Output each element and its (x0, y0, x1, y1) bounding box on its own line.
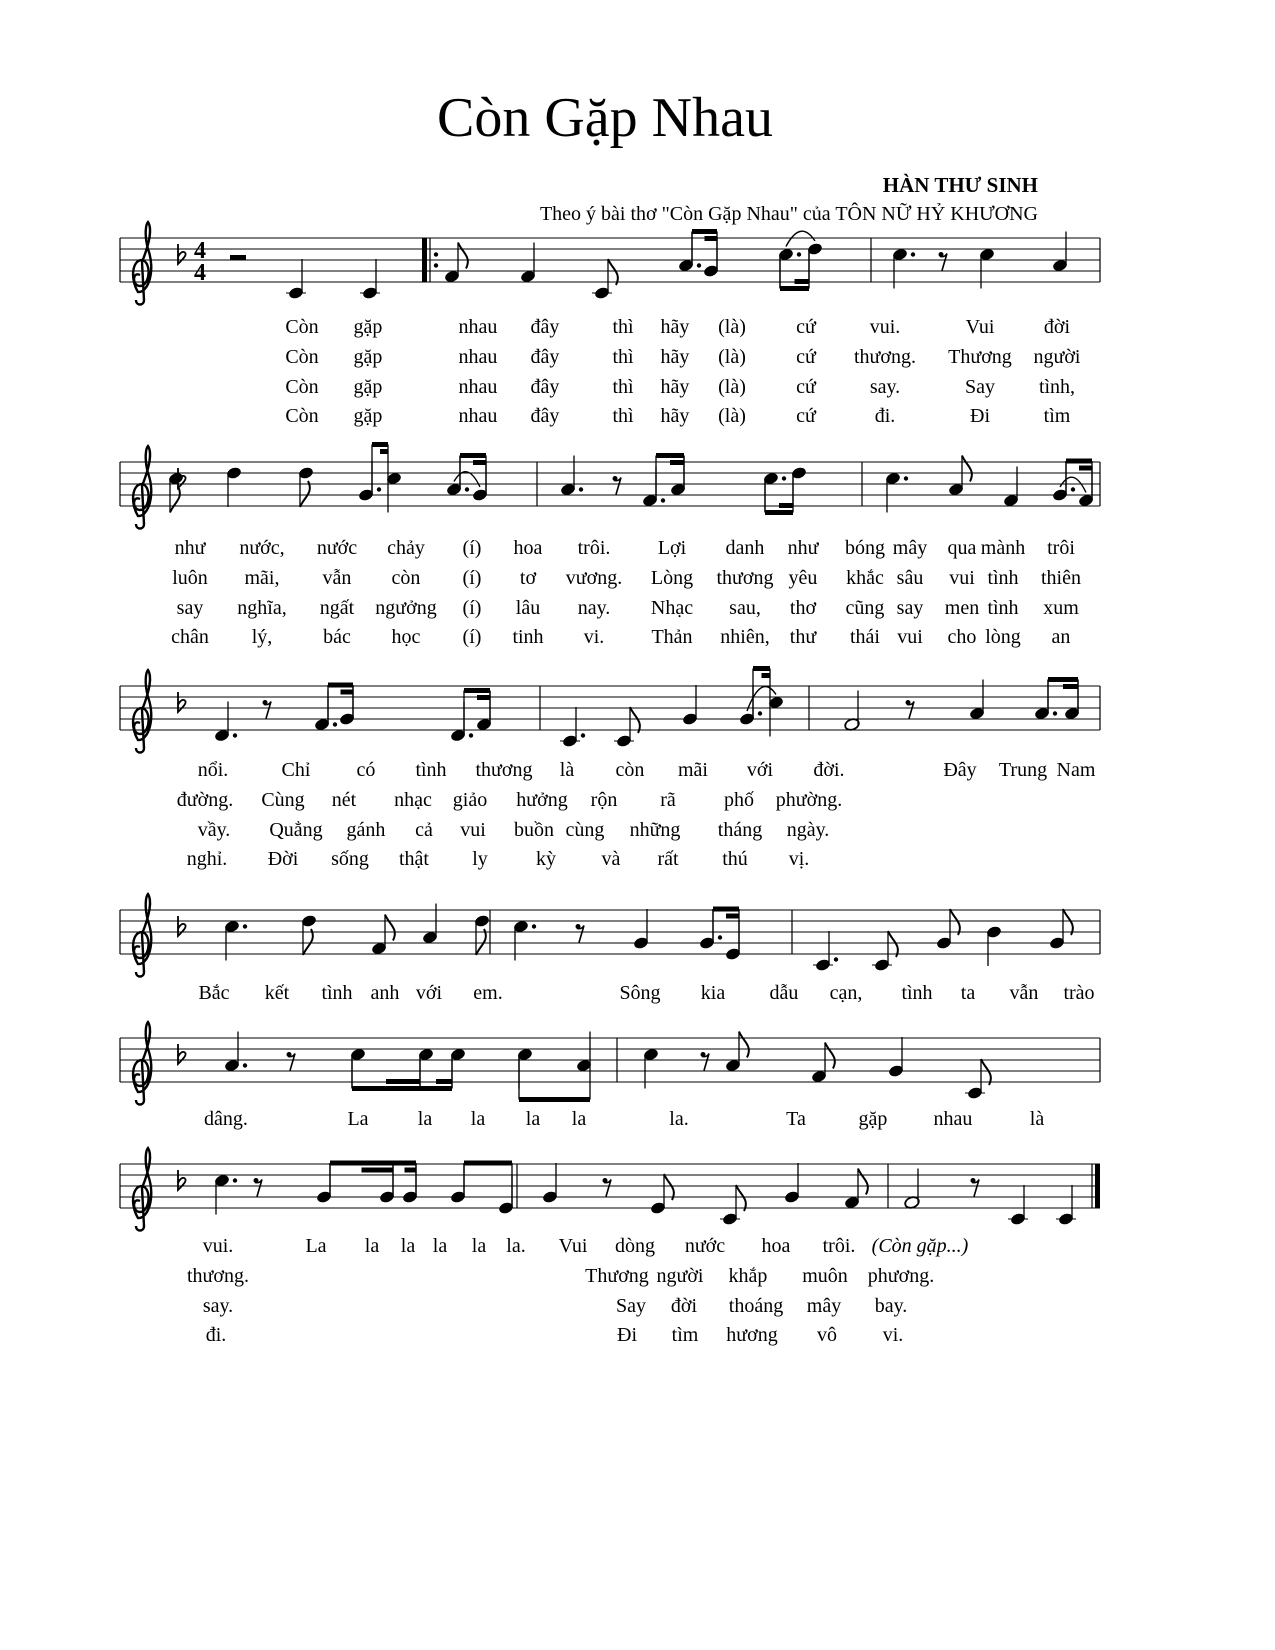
staff-system-1 (120, 222, 1100, 427)
lyric-syllable: Vui (558, 1235, 588, 1257)
lyric-syllable: vương. (565, 567, 623, 589)
flat-icon (178, 1170, 186, 1190)
lyric-syllable: đây (530, 376, 560, 398)
lyric-syllable: la. (669, 1108, 689, 1130)
lyric-syllable: say (896, 597, 924, 619)
lyric-syllable: sâu (896, 567, 924, 589)
lyric-syllable: học (391, 626, 421, 648)
eighth-rest (702, 1054, 709, 1071)
augmentation-dot (911, 252, 915, 256)
lyric-syllable: thương. (854, 346, 916, 368)
lyric-syllable: Ta (786, 1108, 806, 1130)
augmentation-dot (661, 498, 665, 502)
song-title: Còn Gặp Nhau (437, 87, 773, 149)
lyric-syllable: (là) (718, 316, 746, 338)
lyric-syllable: vô (817, 1324, 837, 1346)
lyric-syllable: nước, (239, 537, 285, 559)
lyric-syllable: vi. (583, 626, 605, 648)
treble-clef-icon (133, 670, 151, 753)
lyric-syllable: ngày. (786, 819, 830, 841)
lyric-syllable: Lợi (657, 537, 687, 559)
lyric-syllable: la (364, 1235, 380, 1257)
lyric-syllable: đi. (874, 405, 896, 427)
lyric-syllable: rất (657, 848, 679, 870)
lyric-syllable: và (601, 848, 621, 870)
repeat-dot (434, 252, 438, 256)
lyric-syllable: đời. (813, 759, 845, 781)
eighth-rest (972, 1180, 979, 1197)
note-flag (888, 931, 898, 957)
lyric-syllable: dòng (615, 1235, 655, 1257)
lyric-syllable: thoáng (728, 1295, 784, 1317)
lyric-syllable: Đi (617, 1324, 637, 1346)
augmentation-dot (469, 733, 473, 737)
lyric-syllable: muôn (802, 1265, 848, 1287)
lyric-syllable: lòng (985, 626, 1021, 648)
lyric-syllable: anh (370, 982, 400, 1004)
staff-system-4 (120, 894, 1100, 1004)
lyric-syllable: (là) (718, 405, 746, 427)
lyric-syllable: nghĩa, (237, 597, 287, 619)
lyric-syllable: la (571, 1108, 587, 1130)
lyric-syllable: khắc (846, 567, 884, 589)
lyric-syllable: ngất (319, 597, 355, 619)
lyric-syllable: Đời (267, 848, 299, 870)
time-signature-bottom: 4 (194, 260, 206, 286)
lyric-syllable: như (174, 537, 206, 559)
lyric-syllable: say. (202, 1295, 234, 1317)
lyric-syllable: cùng (565, 819, 605, 841)
lyric-syllable: Còn (285, 405, 319, 427)
lyric-syllable: mây (892, 537, 928, 559)
lyric-syllable: chảy (387, 537, 425, 559)
augmentation-dot (1071, 487, 1075, 491)
lyric-syllable: thật (399, 848, 429, 870)
lyric-syllable: thương. (187, 1265, 249, 1287)
lyric-syllable: (í) (462, 537, 482, 559)
lyric-syllable: cho (947, 626, 977, 648)
lyric-syllable: Vui (965, 316, 995, 338)
half-rest (230, 255, 246, 260)
lyric-syllable: tình (987, 597, 1019, 619)
lyric-syllable: mành (980, 537, 1026, 559)
lyric-syllable: còn (391, 567, 421, 589)
lyric-syllable: Còn (285, 346, 319, 368)
lyric-syllable: phương. (867, 1265, 935, 1287)
slur (786, 231, 815, 246)
lyric-syllable: là (1029, 1108, 1045, 1130)
lyric-syllable: bóng (845, 537, 885, 559)
lyric-syllable: vẫn (322, 567, 352, 589)
augmentation-dot (1053, 711, 1057, 715)
lyric-syllable: chân (171, 626, 209, 648)
lyric-syllable: la (432, 1235, 448, 1257)
lyric-syllable: hoa (761, 1235, 791, 1257)
lyric-syllable: (í) (462, 626, 482, 648)
lyric-syllable: nghỉ. (186, 848, 228, 870)
lyric-syllable: Quẳng (269, 819, 323, 841)
lyric-syllable: vui (897, 626, 923, 648)
lyric-syllable: hưởng (516, 789, 568, 811)
lyric-syllable: hãy (660, 376, 690, 398)
augmentation-dot (377, 487, 381, 491)
augmentation-dot (532, 924, 536, 928)
lyric-syllable: vi. (882, 1324, 904, 1346)
note-flag (825, 1043, 835, 1069)
note-flag (303, 929, 313, 955)
lyric-syllable: bác (323, 626, 351, 648)
lyric-syllable: trào (1063, 982, 1095, 1004)
lyric-syllable: vui. (869, 316, 901, 338)
augmentation-dot (697, 263, 701, 267)
lyric-syllable: cạn, (829, 982, 863, 1004)
lyric-syllable: gặp (353, 346, 383, 368)
lyric-syllable: Thương (948, 346, 1012, 368)
lyric-syllable: Thản (651, 626, 693, 648)
lyric-syllable: thì (612, 346, 634, 368)
eighth-rest (288, 1054, 295, 1071)
lyric-syllable: tơ (519, 567, 537, 589)
eighth-rest (907, 702, 914, 719)
lyric-syllable: đi. (205, 1324, 227, 1346)
eighth-rest (614, 478, 621, 495)
lyric-syllable: thái (850, 626, 880, 648)
lyric-syllable: Nam (1056, 759, 1096, 781)
augmentation-dot (904, 476, 908, 480)
augmentation-dot (718, 935, 722, 939)
lyric-syllable: ta (960, 982, 976, 1004)
lyric-syllable: gặp (858, 1108, 888, 1130)
lyric-syllable: vui (460, 819, 486, 841)
lyric-syllable: nhạc (394, 789, 432, 811)
lyric-syllable: cả (415, 819, 433, 841)
lyric-syllable: thư (789, 626, 817, 648)
lyric-syllable: vẫn (1009, 982, 1039, 1004)
note-flag (630, 707, 640, 733)
eighth-rest (264, 702, 271, 719)
flat-icon (178, 692, 186, 712)
lyric-syllable: trôi. (822, 1235, 856, 1257)
lyric-syllable: Nhạc (650, 597, 694, 619)
lyric-syllable: la (471, 1235, 487, 1257)
lyric-syllable: (là) (718, 376, 746, 398)
lyric-syllable: nhau (458, 405, 498, 427)
lyric-syllable: vị. (788, 848, 810, 870)
lyric-syllable: hãy (660, 405, 690, 427)
lyric-syllable: cũng (845, 597, 885, 619)
eighth-rest (255, 1180, 262, 1197)
lyric-syllable: đời (1043, 316, 1071, 338)
lyric-syllable: Trung (998, 759, 1048, 781)
note-flag (950, 909, 960, 935)
augmentation-dot (834, 957, 838, 961)
note-flag (981, 1059, 991, 1085)
lyric-syllable: kết (264, 982, 290, 1004)
lyric-syllable: gánh (346, 819, 386, 841)
slur (747, 687, 776, 712)
lyric-syllable: vui (949, 567, 975, 589)
lyric-syllable: Còn (285, 376, 319, 398)
poem-credit: Theo ý bài thơ "Còn Gặp Nhau" của TÔN NỮ HỶ KHƯƠNG (539, 203, 1038, 225)
lyric-syllable: nét (331, 789, 357, 811)
lyric-syllable: dẫu (769, 982, 799, 1004)
lyric-syllable: qua (947, 537, 977, 559)
lyric-syllable: bay. (874, 1295, 908, 1317)
composer-name: HÀN THƯ SINH (882, 173, 1038, 197)
lyric-syllable: với (415, 982, 443, 1004)
lyric-syllable: mãi, (244, 567, 280, 589)
augmentation-dot (233, 1178, 237, 1182)
lyric-syllable: tình (901, 982, 933, 1004)
lyric-syllable: tình (415, 759, 447, 781)
lyric-syllable: những (629, 819, 681, 841)
lyric-syllable: rộn (590, 789, 618, 811)
lyric-syllable: mãi (678, 759, 708, 781)
lyric-syllable: Bắc (198, 982, 230, 1004)
treble-clef-icon (133, 446, 151, 529)
lyric-syllable: thì (612, 316, 634, 338)
lyric-syllable: trôi (1047, 537, 1075, 559)
note-flag (476, 929, 486, 955)
lyric-syllable: như (787, 537, 819, 559)
lyric-syllable: Say (616, 1295, 646, 1317)
staff-system-3 (120, 669, 1100, 871)
lyric-syllable: Đi (970, 405, 990, 427)
lyric-syllable: yêu (788, 567, 818, 589)
lyric-syllable: mây (806, 1295, 842, 1317)
lyric-syllable: (là) (718, 346, 746, 368)
lyric-syllable: tháng (717, 819, 763, 841)
lyric-syllable: tìm (1043, 405, 1071, 427)
lyric-syllable: nhau (458, 376, 498, 398)
lyric-syllable: dâng. (204, 1108, 248, 1130)
lyric-syllable: có (356, 759, 376, 781)
note-flag (664, 1174, 674, 1200)
lyric-syllable: sống (331, 848, 369, 870)
augmentation-dot (797, 252, 801, 256)
lyric-syllable: em. (473, 982, 503, 1004)
lyric-syllable: đời (670, 1295, 698, 1317)
lyric-syllable: nhau (458, 316, 498, 338)
lyric-syllable: ly (472, 848, 488, 870)
lyric-syllable: sau, (729, 597, 761, 619)
repeat-barline (422, 238, 427, 282)
lyric-syllable: cứ (796, 316, 816, 338)
lyric-syllable: (í) (462, 567, 482, 589)
staff-system-5 (120, 1022, 1100, 1130)
augmentation-dot (581, 733, 585, 737)
lyric-syllable: thì (612, 405, 634, 427)
lyric-syllable: la (400, 1235, 416, 1257)
augmentation-dot (465, 487, 469, 491)
lyric-syllable: Say (965, 376, 995, 398)
lyric-syllable: gặp (353, 316, 383, 338)
lyric-syllable: cứ (796, 376, 816, 398)
lyric-syllable: (í) (462, 597, 482, 619)
note-flag (608, 259, 618, 285)
lyric-syllable: nay. (577, 597, 611, 619)
lyric-syllable: gặp (353, 405, 383, 427)
lyric-syllable: ngưởng (375, 597, 437, 619)
note-flag (385, 915, 395, 941)
lyric-syllable: vui. (202, 1235, 234, 1257)
lyric-syllable: kia (700, 982, 726, 1004)
lyric-syllable: người (656, 1265, 704, 1287)
lyric-syllable: thơ (789, 597, 817, 619)
lyric-syllable: nước (684, 1235, 726, 1257)
note-flag (962, 456, 972, 482)
lyric-syllable: luôn (172, 567, 208, 589)
lyric-syllable: tình, (1038, 376, 1076, 398)
note-flag (300, 481, 310, 507)
lyric-syllable: la (417, 1108, 433, 1130)
eighth-rest (577, 926, 584, 943)
lyric-syllable: hãy (660, 316, 690, 338)
lyric-syllable: vầy. (197, 819, 231, 841)
lyric-syllable: còn (615, 759, 645, 781)
lyric-syllable: gặp (353, 376, 383, 398)
note-flag (1063, 909, 1073, 935)
lyric-syllable: đường. (176, 789, 234, 811)
lyric-syllable: tình (321, 982, 353, 1004)
treble-clef-icon (133, 894, 151, 977)
lyric-syllable: xum (1043, 597, 1079, 619)
note-flag (739, 1032, 749, 1058)
lyric-syllable: say (176, 597, 204, 619)
lyric-syllable: đây (530, 316, 560, 338)
lyric-syllable: danh (725, 537, 765, 559)
lyric-syllable: say. (869, 376, 901, 398)
eighth-rest (604, 1180, 611, 1197)
lyric-syllable: kỳ (536, 848, 556, 870)
lyric-syllable: hương (726, 1324, 778, 1346)
augmentation-dot (782, 476, 786, 480)
lyric-syllable: tinh (512, 626, 544, 648)
lyric-syllable: trôi. (577, 537, 611, 559)
lyric-syllable: đây (530, 405, 560, 427)
flat-icon (178, 1044, 186, 1064)
lyric-syllable: nhau (933, 1108, 973, 1130)
final-barline (1095, 1164, 1100, 1208)
note-flag (736, 1185, 746, 1211)
lyric-syllable: la (525, 1108, 541, 1130)
lyric-syllable: giảo (452, 789, 488, 811)
augmentation-dot (233, 733, 237, 737)
lyric-syllable: cứ (796, 405, 816, 427)
lyric-syllable: lý, (251, 626, 273, 648)
lyric-syllable: La (305, 1235, 327, 1257)
lyric-syllable: tìm (671, 1324, 699, 1346)
note-flag (458, 243, 468, 269)
treble-clef-icon (133, 1022, 151, 1105)
lyric-syllable: thương (716, 567, 774, 589)
lyric-syllable: nổi. (197, 759, 229, 781)
lyric-syllable: Sông (619, 982, 661, 1004)
flat-icon (178, 244, 186, 264)
flat-icon (178, 916, 186, 936)
lyric-syllable: hoa (513, 537, 543, 559)
lyric-syllable: nước (316, 537, 358, 559)
lyric-syllable: phố (724, 789, 754, 811)
augmentation-dot (333, 722, 337, 726)
lyric-syllable: người (1033, 346, 1081, 368)
augmentation-dot (243, 1063, 247, 1067)
eighth-rest (940, 254, 947, 271)
note-flag (858, 1169, 868, 1195)
lyric-syllable: men (944, 597, 980, 619)
lyric-syllable: Cùng (261, 789, 305, 811)
lyric-syllable: Đây (943, 759, 977, 781)
lyric-syllable: La (347, 1108, 369, 1130)
lyric-syllable: đây (530, 346, 560, 368)
lyric-syllable: Lòng (650, 567, 694, 589)
lyric-syllable: la. (506, 1235, 526, 1257)
lyric-syllable: Thương (585, 1265, 649, 1287)
lyric-syllable: thiên (1041, 567, 1081, 589)
lyric-syllable: khắp (728, 1265, 768, 1287)
lyric-syllable: Chỉ (281, 759, 311, 781)
staff-system-2 (120, 445, 1100, 649)
augmentation-dot (758, 711, 762, 715)
lyric-syllable: lâu (515, 597, 541, 619)
lyric-syllable: hãy (660, 346, 690, 368)
lyric-syllable: (Còn gặp...) (871, 1235, 969, 1257)
staff-system-6 (120, 1148, 1100, 1346)
repeat-dot (434, 263, 438, 267)
lyric-syllable: nhiên, (720, 626, 770, 648)
lyric-syllable: thương (475, 759, 533, 781)
lyric-syllable: Còn (285, 316, 319, 338)
lyric-syllable: an (1051, 626, 1071, 648)
lyric-syllable: phường. (775, 789, 843, 811)
lyric-syllable: la (470, 1108, 486, 1130)
augmentation-dot (243, 924, 247, 928)
lyric-syllable: nhau (458, 346, 498, 368)
lyric-syllable: thú (722, 848, 748, 870)
lyric-syllable: với (746, 759, 774, 781)
lyric-syllable: buồn (514, 819, 554, 841)
lyric-syllable: thì (612, 376, 634, 398)
note-flag (170, 487, 180, 513)
augmentation-dot (579, 487, 583, 491)
lyric-syllable: cứ (796, 346, 816, 368)
lyric-syllable: rã (660, 789, 676, 811)
lyric-syllable: tình (987, 567, 1019, 589)
time-signature-top: 4 (194, 238, 206, 264)
treble-clef-icon (133, 1148, 151, 1231)
treble-clef-icon (133, 222, 151, 305)
lyric-syllable: là (559, 759, 575, 781)
